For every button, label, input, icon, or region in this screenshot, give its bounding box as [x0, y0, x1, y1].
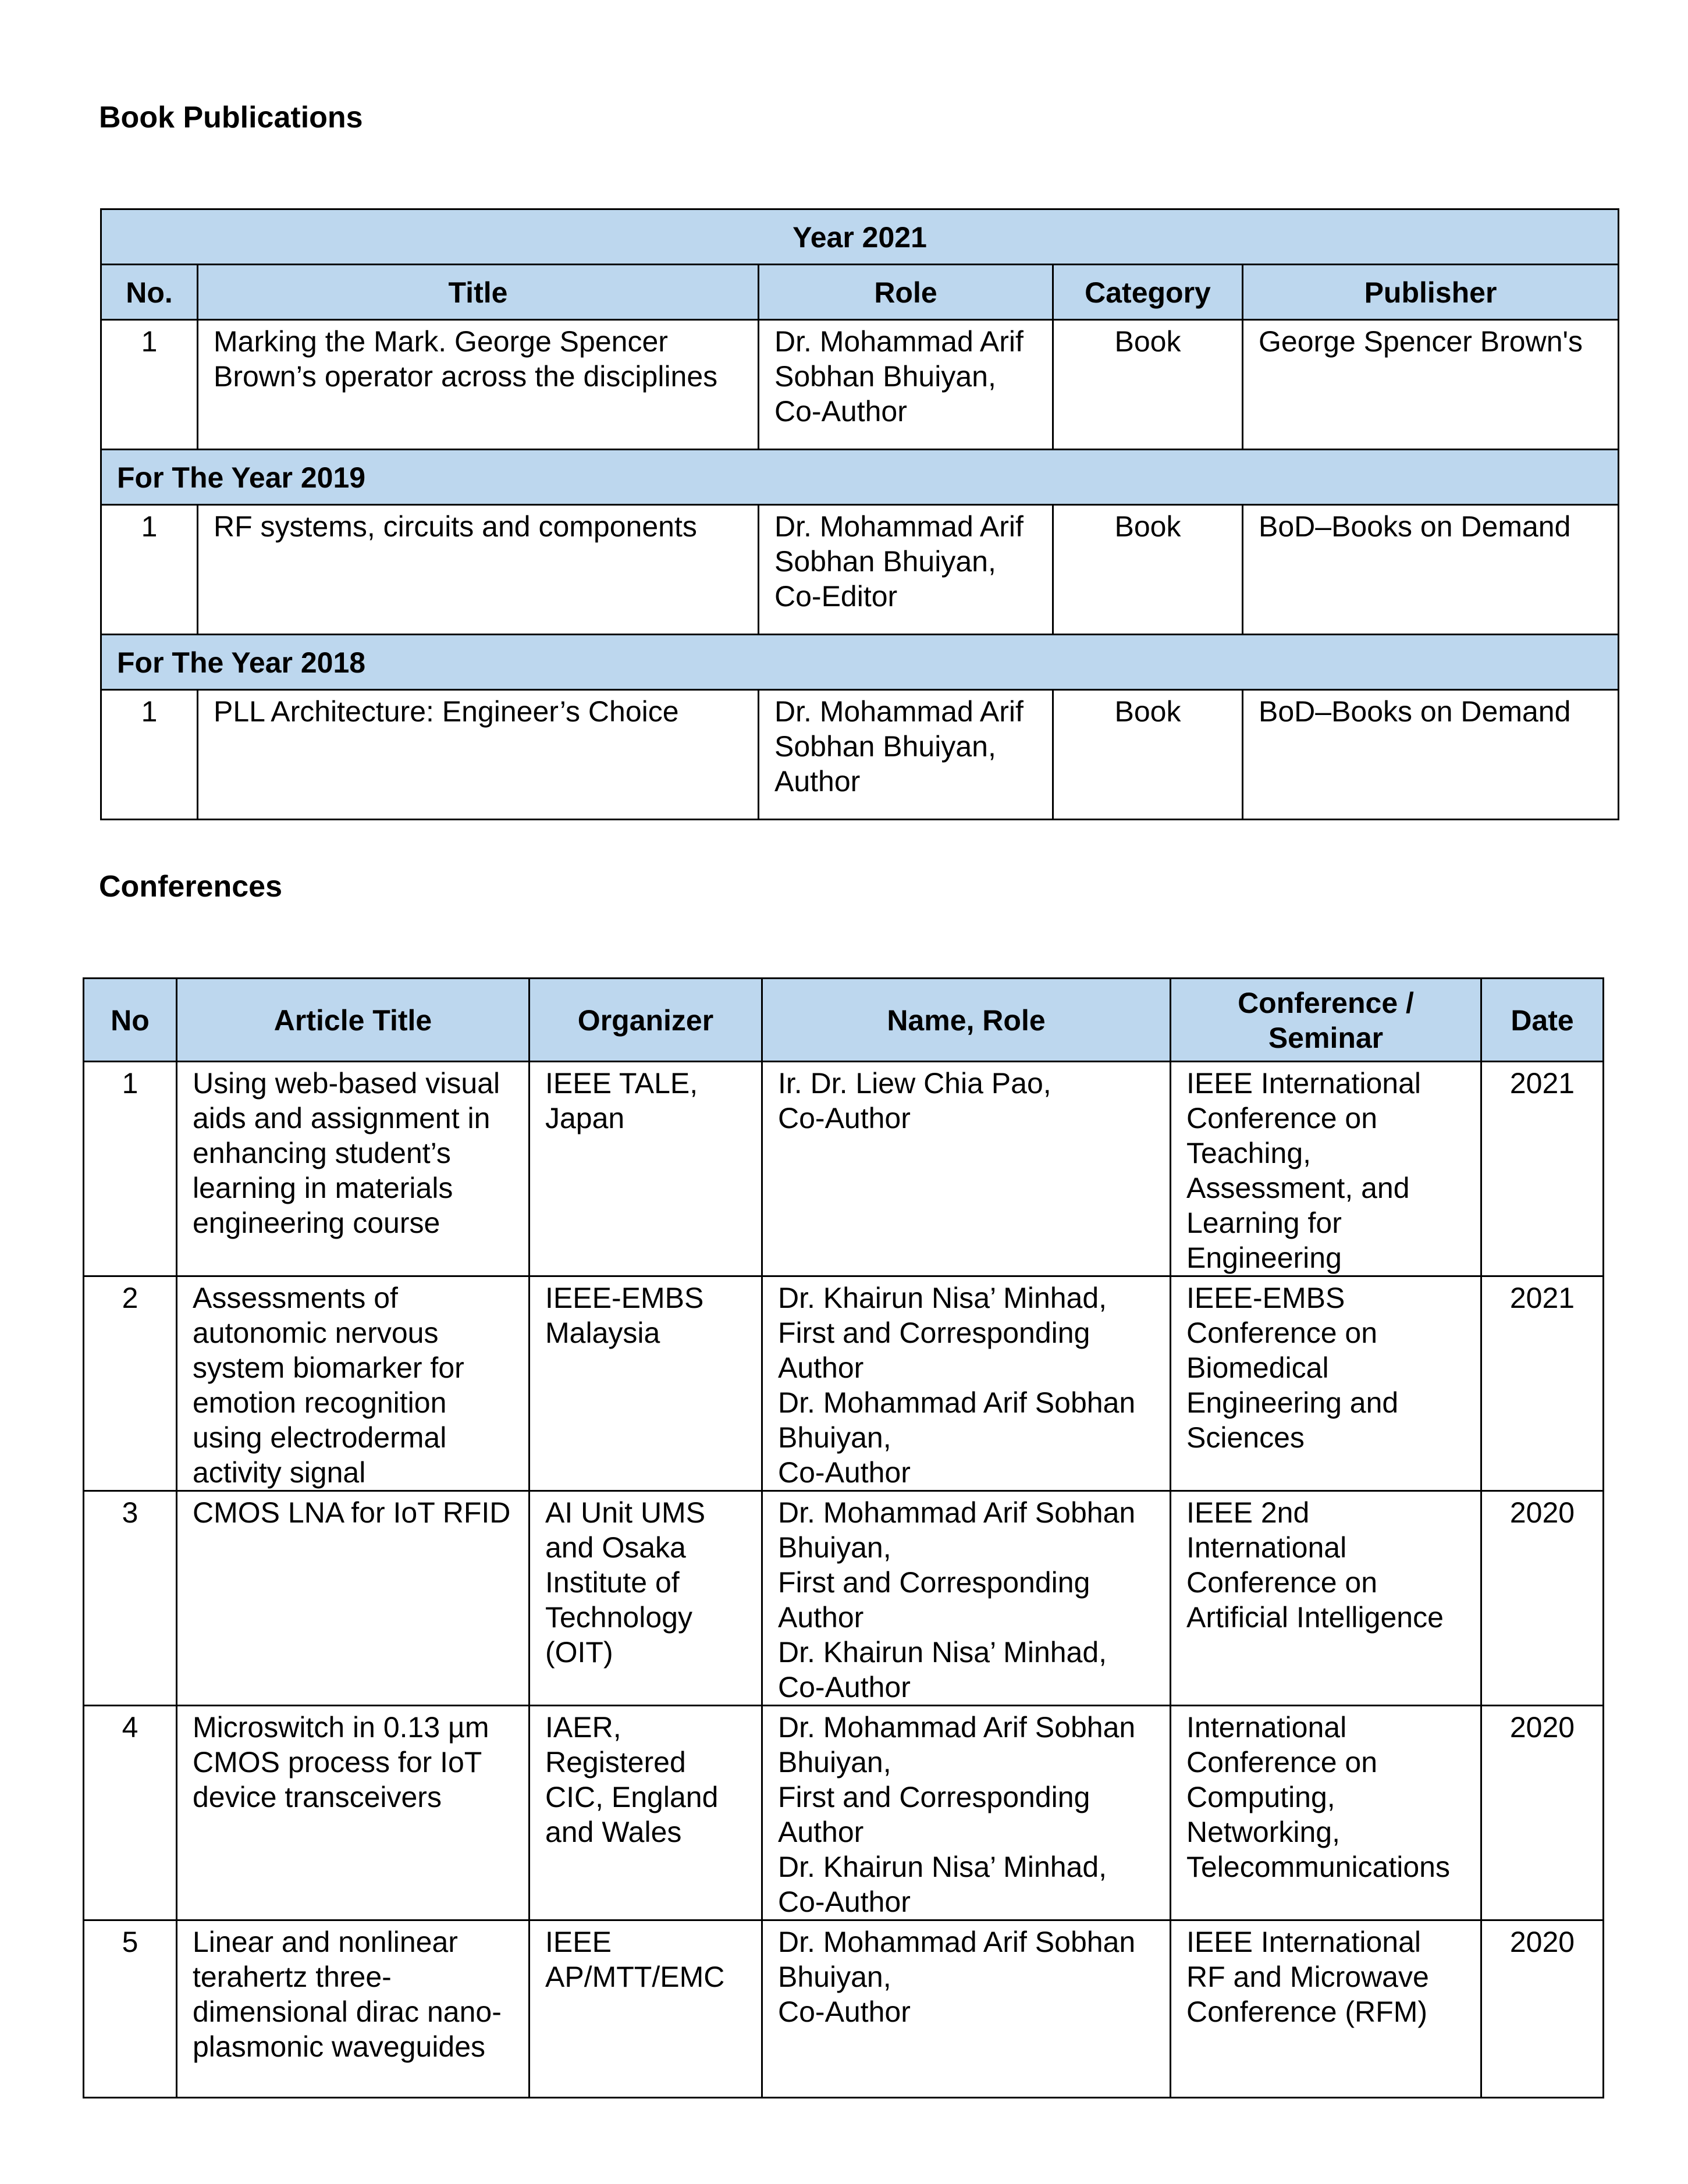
book-publisher: George Spencer Brown's [1243, 320, 1619, 450]
conf-article-title: Using web-based visual aids and assignment in enhancing student’s learning in materials engineering course [177, 1062, 530, 1276]
conf-no: 3 [84, 1491, 177, 1706]
book-category: Book [1053, 320, 1243, 450]
conferences-table [83, 977, 1604, 2098]
conf-organizer: IEEE TALE, Japan [530, 1062, 762, 1276]
conf-name-role: Ir. Dr. Liew Chia Pao, Co-Author [762, 1062, 1171, 1276]
conf-no: 5 [84, 1920, 177, 2098]
conf-conference: IEEE International RF and Microwave Conference (RFM) [1171, 1920, 1481, 2098]
book-publications-table [100, 208, 1619, 820]
conferences-heading: Conferences [99, 870, 282, 904]
table-row [84, 1276, 1604, 1491]
book-title: RF systems, circuits and components [198, 505, 759, 635]
book-category: Book [1053, 505, 1243, 635]
conf-article-title: Microswitch in 0.13 µm CMOS process for IoT device transceivers [177, 1706, 530, 1920]
year-band-label: For The Year 2019 [101, 450, 1619, 505]
column-header-publisher: Publisher [1243, 265, 1619, 320]
book-no: 1 [101, 320, 198, 450]
table-header-row [84, 979, 1604, 1062]
conf-date: 2021 [1481, 1062, 1604, 1276]
book-title: PLL Architecture: Engineer’s Choice [198, 690, 759, 820]
table-row [84, 1062, 1604, 1276]
book-category: Book [1053, 690, 1243, 820]
table-row [84, 1491, 1604, 1706]
year-band-row [101, 450, 1619, 505]
conf-no: 2 [84, 1276, 177, 1491]
conf-date: 2020 [1481, 1491, 1604, 1706]
table-row [101, 690, 1619, 820]
table-header-row [101, 265, 1619, 320]
conf-organizer: IAER, Registered CIC, England and Wales [530, 1706, 762, 1920]
table-row [101, 505, 1619, 635]
conf-article-title: CMOS LNA for IoT RFID [177, 1491, 530, 1706]
column-header-role: Role [759, 265, 1053, 320]
book-publications-heading: Book Publications [99, 101, 363, 134]
conf-conference: International Conference on Computing, Networking, Telecommunications [1171, 1706, 1481, 1920]
table-row [84, 1920, 1604, 2098]
year-band-row [101, 209, 1619, 265]
book-no: 1 [101, 690, 198, 820]
conf-date: 2020 [1481, 1920, 1604, 2098]
book-role: Dr. Mohammad Arif Sobhan Bhuiyan, Co-Editor [759, 505, 1053, 635]
conf-organizer: IEEE AP/MTT/EMC [530, 1920, 762, 2098]
conf-name-role: Dr. Khairun Nisa’ Minhad, First and Corresponding Author Dr. Mohammad Arif Sobhan Bhuiyan, Co-Author [762, 1276, 1171, 1491]
year-band-label: Year 2021 [101, 209, 1619, 265]
conf-organizer: AI Unit UMS and Osaka Institute of Technology (OIT) [530, 1491, 762, 1706]
column-header-category: Category [1053, 265, 1243, 320]
conf-date: 2020 [1481, 1706, 1604, 1920]
conf-name-role: Dr. Mohammad Arif Sobhan Bhuiyan, First and Corresponding Author Dr. Khairun Nisa’ Minhad, Co-Author [762, 1706, 1171, 1920]
column-header-date: Date [1481, 979, 1604, 1062]
conf-article-title: Linear and nonlinear terahertz three-dimensional dirac nano-plasmonic waveguides [177, 1920, 530, 2098]
conf-conference: IEEE International Conference on Teaching, Assessment, and Learning for Engineering [1171, 1062, 1481, 1276]
conf-conference: IEEE-EMBS Conference on Biomedical Engineering and Sciences [1171, 1276, 1481, 1491]
year-band-row [101, 635, 1619, 690]
column-header-article-title: Article Title [177, 979, 530, 1062]
book-role: Dr. Mohammad Arif Sobhan Bhuiyan, Co-Author [759, 320, 1053, 450]
conf-no: 4 [84, 1706, 177, 1920]
conf-no: 1 [84, 1062, 177, 1276]
book-no: 1 [101, 505, 198, 635]
book-title: Marking the Mark. George Spencer Brown’s operator across the disciplines [198, 320, 759, 450]
conf-organizer: IEEE-EMBS Malaysia [530, 1276, 762, 1491]
conf-date: 2021 [1481, 1276, 1604, 1491]
conf-article-title: Assessments of autonomic nervous system biomarker for emotion recognition using electrodermal activity signal [177, 1276, 530, 1491]
book-publisher: BoD–Books on Demand [1243, 505, 1619, 635]
column-header-name-role: Name, Role [762, 979, 1171, 1062]
column-header-conference: Conference / Seminar [1171, 979, 1481, 1062]
year-band-label: For The Year 2018 [101, 635, 1619, 690]
table-row [101, 320, 1619, 450]
conf-conference: IEEE 2nd International Conference on Artificial Intelligence [1171, 1491, 1481, 1706]
column-header-no: No. [101, 265, 198, 320]
column-header-title: Title [198, 265, 759, 320]
book-role: Dr. Mohammad Arif Sobhan Bhuiyan, Author [759, 690, 1053, 820]
book-publisher: BoD–Books on Demand [1243, 690, 1619, 820]
column-header-organizer: Organizer [530, 979, 762, 1062]
table-row [84, 1706, 1604, 1920]
conf-name-role: Dr. Mohammad Arif Sobhan Bhuiyan, Co-Author [762, 1920, 1171, 2098]
column-header-no: No [84, 979, 177, 1062]
conf-name-role: Dr. Mohammad Arif Sobhan Bhuiyan, First and Corresponding Author Dr. Khairun Nisa’ Minhad, Co-Author [762, 1491, 1171, 1706]
